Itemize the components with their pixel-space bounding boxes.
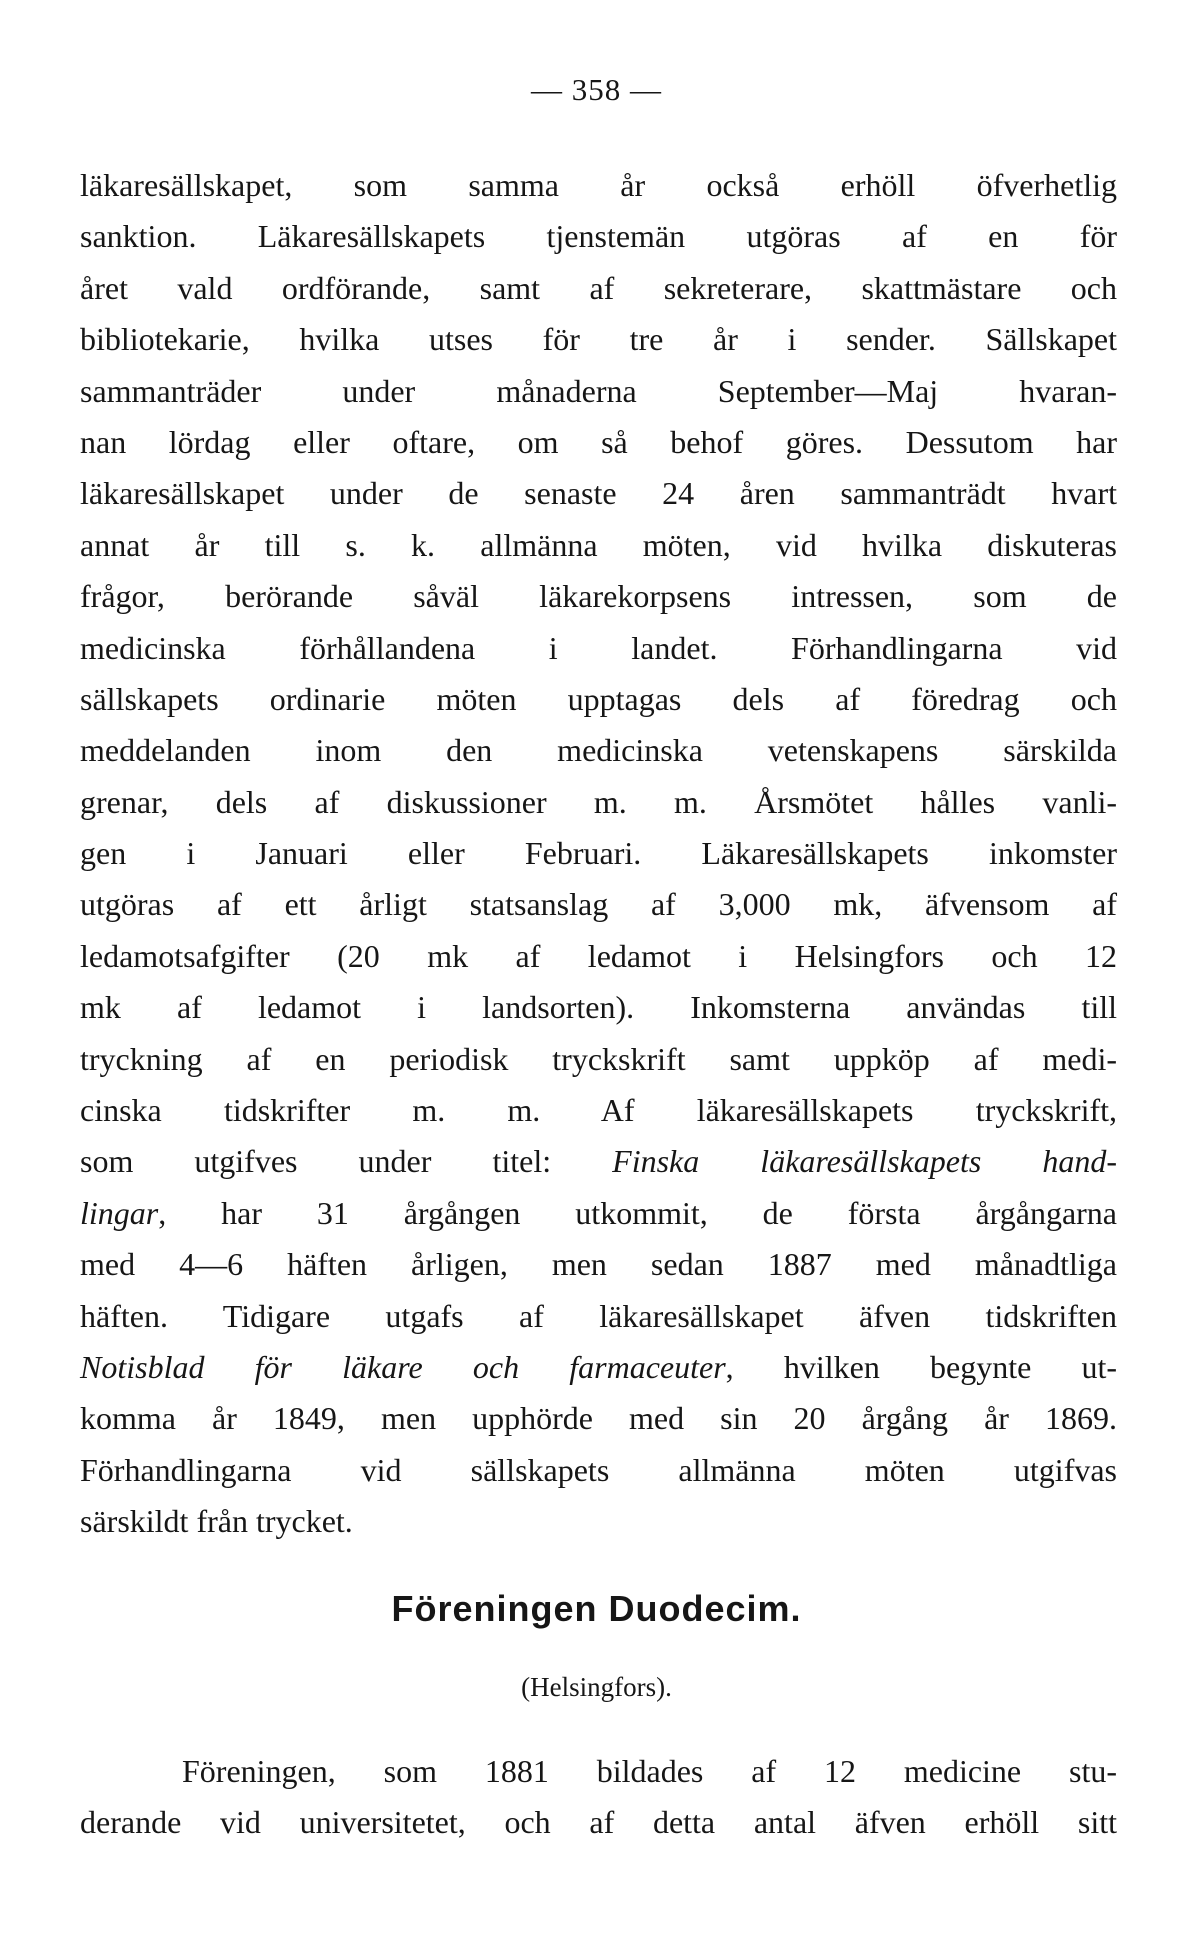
text-line: [80, 982, 1117, 1033]
text-run: sällskapets ordinarie möten upptagas dels af föredrag och: [80, 680, 1117, 717]
text-run: häften. Tidigare utgafs af läkaresällskapet äfven tidskriften: [80, 1297, 1117, 1334]
text-run: utgöras af ett årligt statsanslag af 3,000 mk, äfvensom af: [80, 886, 1117, 923]
text-line: [80, 623, 1117, 674]
text-run: året vald ordförande, samt af sekreterare, skattmästare och: [80, 269, 1117, 306]
text-run: läkaresällskapet under de senaste 24 åren sammanträdt hvart: [80, 475, 1117, 512]
text-line: [80, 314, 1117, 365]
text-run: ledamotsafgifter (20 mk af ledamot i Helsingfors och 12: [80, 937, 1117, 974]
text-line: [80, 160, 1117, 211]
text-line: [80, 1746, 1117, 1797]
text-run: med 4—6 häften årligen, men sedan 1887 med månadtliga: [80, 1246, 1117, 1283]
text-run: tryckning af en periodisk tryckskrift samt uppköp af medi-: [80, 1040, 1117, 1077]
section-subheading: (Helsingfors).: [521, 1672, 672, 1702]
text-run: meddelanden inom den medicinska vetenskapens särskilda: [80, 732, 1117, 769]
text-run: sanktion. Läkaresällskapets tjenstemän utgöras af en för: [80, 218, 1117, 255]
text-line: [80, 263, 1117, 314]
text-line: [80, 674, 1117, 725]
text-line: [80, 1188, 1117, 1239]
text-run: Förhandlingarna vid sällskapets allmänna möten utgifvas: [80, 1451, 1117, 1488]
text-run: cinska tidskrifter m. m. Af läkaresällskapets tryckskrift,: [80, 1092, 1117, 1129]
text-run: mk af ledamot i landsorten). Inkomsterna användas till: [80, 989, 1117, 1026]
text-line: [80, 1445, 1117, 1496]
text-line: [80, 1034, 1117, 1085]
paragraph-lakaresallskapet: [80, 160, 1117, 1548]
text-line: [80, 366, 1117, 417]
text-line: [80, 417, 1117, 468]
text-run: , hvilken begynte ut-: [725, 1348, 1118, 1385]
page-number: — 358 —: [531, 72, 662, 107]
text-run: gen i Januari eller Februari. Läkaresällskapets inkomster: [80, 835, 1117, 872]
text-run: grenar, dels af diskussioner m. m. Årsmötet hålles vanli-: [80, 783, 1117, 820]
text-line: [80, 1496, 1117, 1547]
text-run: särskildt från trycket.: [80, 1503, 353, 1540]
paragraph-duodecim: [80, 1746, 1117, 1849]
text-line: [80, 1797, 1117, 1848]
text-line: [80, 725, 1117, 776]
text-line: [80, 468, 1117, 519]
text-line: [80, 931, 1117, 982]
section-heading: Föreningen Duodecim.: [391, 1588, 802, 1629]
italic-title: Notisblad för läkare och farmaceuter: [80, 1348, 726, 1385]
italic-title: lingar: [80, 1194, 159, 1231]
text-run: medicinska förhållandena i landet. Förhandlingarna vid: [80, 629, 1117, 666]
text-run: komma år 1849, men upphörde med sin 20 årgång år 1869.: [80, 1400, 1117, 1437]
text-line: [80, 828, 1117, 879]
text-run: , har 31 årgången utkommit, de första årgångarna: [158, 1194, 1117, 1231]
text-run: bibliotekarie, hvilka utses för tre år i sender. Sällskapet: [80, 321, 1117, 358]
text-line: [80, 1393, 1117, 1444]
text-run: läkaresällskapet, som samma år också erhöll öfverhetlig: [80, 167, 1117, 203]
text-run: derande vid universitetet, och af detta antal äfven erhöll sitt: [80, 1804, 1117, 1841]
text-line: [80, 520, 1117, 571]
text-run: Föreningen, som 1881 bildades af 12 medicine stu-: [182, 1753, 1117, 1789]
text-line: [80, 879, 1117, 930]
text-line: [80, 571, 1117, 622]
text-line: [80, 1085, 1117, 1136]
text-line: [80, 777, 1117, 828]
text-line: [80, 1136, 1117, 1187]
text-line: [80, 1342, 1117, 1393]
text-run: annat år till s. k. allmänna möten, vid hvilka diskuteras: [80, 526, 1117, 563]
text-line: [80, 1239, 1117, 1290]
text-run: sammanträder under månaderna September—Maj hvaran-: [80, 372, 1117, 409]
text-run: som utgifves under titel:: [80, 1143, 613, 1180]
text-run: frågor, berörande såväl läkarekorpsens intressen, som de: [80, 578, 1117, 615]
text-line: [80, 211, 1117, 262]
italic-title: Finska läkaresällskapets hand-: [612, 1143, 1118, 1180]
text-run: nan lördag eller oftare, om så behof göres. Dessutom har: [80, 423, 1117, 460]
text-line: [80, 1291, 1117, 1342]
